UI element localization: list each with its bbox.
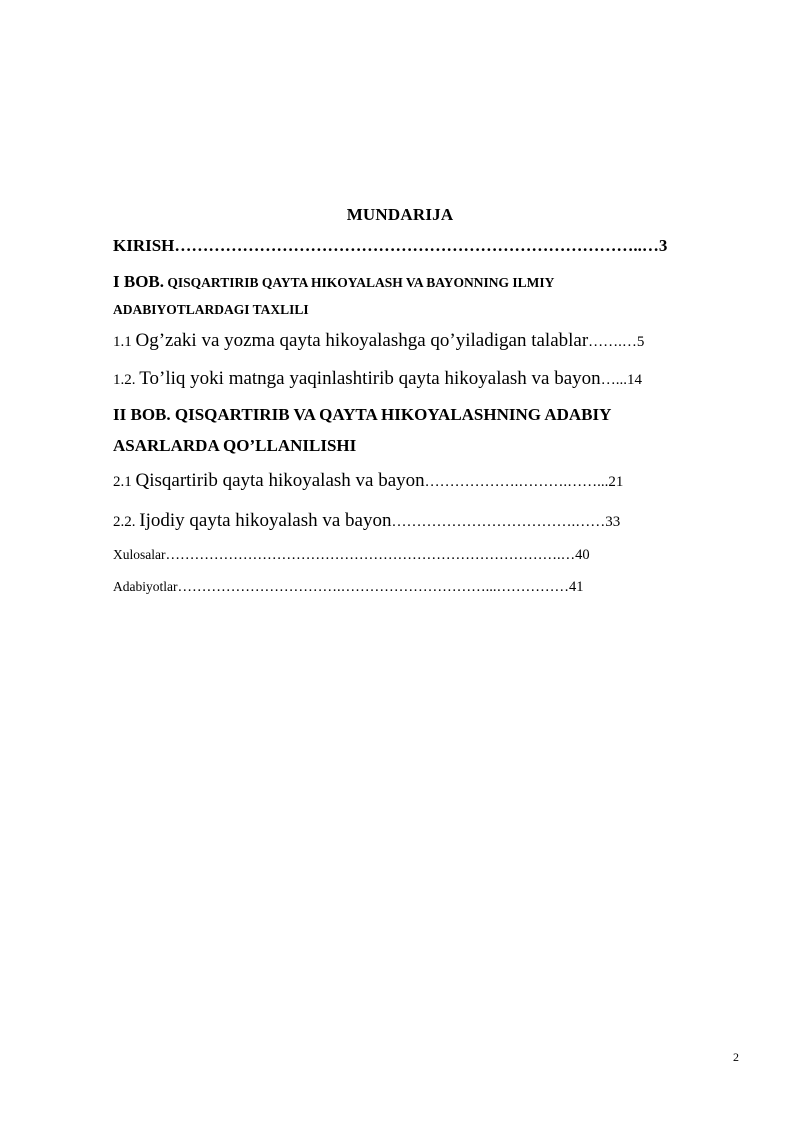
toc-page-number: .14 <box>623 372 642 388</box>
toc-chapter-1-line1[interactable] <box>113 272 740 292</box>
toc-chapter-title: QISQARTIRIB QAYTA HIKOYALASH VA BAYONNING ILMIY <box>164 275 555 290</box>
toc-entry-text: Adabiyotlar <box>113 579 178 594</box>
toc-page-number: 40 <box>575 547 590 563</box>
toc-section-number: 1.1 <box>113 334 136 350</box>
toc-chapter-1-line2[interactable] <box>113 302 740 318</box>
toc-entry-text: To’liq yoki matnga yaqinlashtirib qayta hikoyalash va bayon <box>139 368 601 389</box>
toc-entry-2-1[interactable] <box>113 470 740 492</box>
toc-page-number: 41 <box>568 579 584 595</box>
toc-chapter-title-cont: ASARLARDA QO’LLANILISHI <box>113 436 357 455</box>
toc-entry-xulosalar[interactable] <box>113 547 740 564</box>
toc-chapter-prefix: I BOB. <box>113 272 165 291</box>
toc-entry-text: Ijodiy qayta hikoyalash va bayon <box>139 510 392 531</box>
toc-entry-1-1[interactable] <box>113 330 740 352</box>
toc-leader-dots: ……………………………………………………………………….… <box>165 547 576 563</box>
toc-heading: MUNDARIJA <box>346 205 454 224</box>
toc-entry-kirish[interactable] <box>113 236 740 256</box>
toc-page-number: 33 <box>605 514 621 530</box>
toc-page-number: 5 <box>636 334 645 350</box>
toc-leader-dots: ………………………………………………………………………..… <box>174 236 659 255</box>
toc-section-number: 1.2. <box>113 372 140 388</box>
toc-entry-adabiyotlar[interactable] <box>113 579 740 596</box>
toc-chapter-2-line2[interactable] <box>113 436 740 456</box>
toc-section-number: 2.2. <box>113 514 140 530</box>
toc-leader-dots: ……………………………….…… <box>391 514 606 530</box>
toc-entry-text: Qisqartirib qayta hikoyalash va bayon <box>135 470 425 491</box>
toc-section-number: 2.1 <box>113 474 136 490</box>
toc-leader-dots: …….… <box>588 334 637 350</box>
toc-entry-1-2[interactable] <box>113 368 740 390</box>
toc-chapter-2-line1[interactable] <box>113 405 740 425</box>
toc-chapter-title-cont: ADABIYOTLARDAGI TAXLILI <box>113 302 309 317</box>
toc-page-number: 21 <box>608 474 624 490</box>
toc-entry-text: Og’zaki va yozma qayta hikoyalashga qo’yiladigan talablar <box>135 330 589 351</box>
page-number: 2 <box>733 1050 739 1064</box>
toc-chapter-title: II BOB. QISQARTIRIB VA QAYTA HIKOYALASHNING ADABIY <box>113 405 612 424</box>
toc-entry-text: KIRISH <box>113 236 175 255</box>
toc-leader-dots: ……………….……….……... <box>424 474 609 490</box>
toc-entry-text: Xulosalar <box>113 547 166 562</box>
toc-entry-2-2[interactable] <box>113 510 740 532</box>
toc-leader-dots: ….. <box>600 372 624 388</box>
toc-page-number: 3 <box>658 236 668 255</box>
toc-leader-dots: …………………………….…………………………...…………… <box>177 579 569 595</box>
